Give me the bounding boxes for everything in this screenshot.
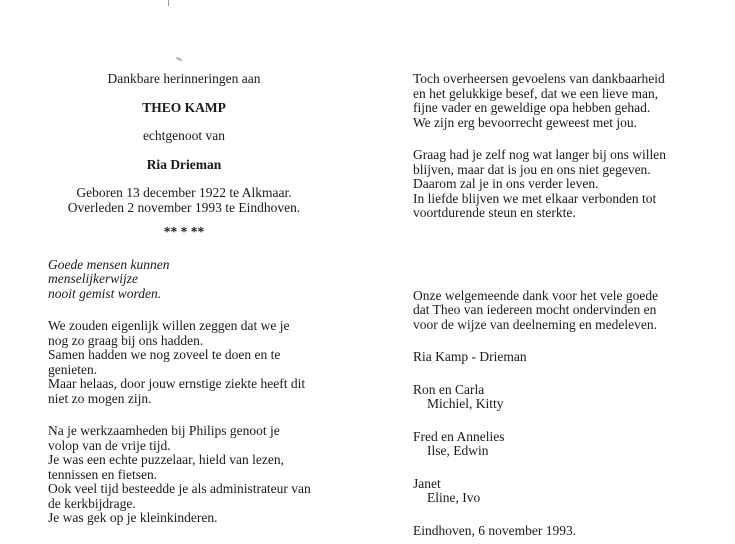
widow-name: Ria Kamp - Drieman [413,349,527,364]
family-children: Eline, Ivo [427,490,481,505]
poem-line: menselijkerwijze [48,271,138,286]
text-line: In liefde blijven we met elkaar verbonden tot [413,190,657,206]
family-parents: Janet [413,475,441,491]
text-line: We zijn erg bevoorrecht geweest met jou. [413,114,637,130]
text-line: nog zo graag bij ons hadden. [48,332,204,348]
right-column [413,72,713,538]
left-paragraph-2 [48,424,320,526]
left-paragraph-1 [48,319,320,406]
poem [48,258,320,302]
text-line: fijne vader en geweldige opa hebben gehad. [413,100,651,115]
star-divider: ** * ** [163,224,205,239]
family-children: Michiel, Kitty [427,396,504,411]
text-line: voor de wijze van deelneming en medeleven. [413,316,658,332]
text-line: Ook veel tijd besteedde je als administrateur van [48,481,311,496]
birth-line: Geboren 13 december 1922 te Alkmaar. [76,185,292,200]
scan-tick [176,57,182,62]
text-line: We zouden eigenlijk willen zeggen dat we je [48,318,290,333]
text-line: Graag had je zelf nog wat langer bij ons willen [413,147,667,162]
right-paragraph-1 [413,72,713,130]
text-line: Je was een echte puzzelaar, hield van lezen, [48,452,284,467]
text-line: dat Theo van iedereen mocht ondervinden en [413,302,657,317]
text-line: Onze welgemeende dank voor het vele goede [413,287,659,303]
spouse-name: Ria Drieman [146,156,222,172]
family-signatures [413,350,713,506]
text-line: volop van de vrije tijd. [48,437,171,453]
death-line: Overleden 2 november 1993 te Eindhoven. [67,199,301,215]
text-line: Daarom zal je in ons verder leven. [413,176,599,191]
family-parents: Fred en Annelies [413,428,505,444]
text-line: Je was gek op je kleinkinderen. [48,510,218,525]
family-children: Ilse, Edwin [427,443,489,458]
text-line: tennissen en fietsen. [48,466,158,482]
scan-mark [168,0,169,6]
left-column [48,72,320,526]
spouse-label: echtgenoot van [142,128,226,143]
text-line: genieten. [48,361,98,377]
intro-line: Dankbare herinneringen aan [107,71,261,86]
text-line: Toch overheersen gevoelens van dankbaarheid [413,71,665,86]
text-line: Maar helaas, door jouw ernstige ziekte heeft dit [48,376,306,391]
text-line: blijven, maar dat is jou en ons niet gegeven. [413,161,651,177]
poem-line: nooit gemist worden. [48,285,162,301]
place-date: Eindhoven, 6 november 1993. [413,522,577,538]
poem-line: Goede mensen kunnen [48,256,170,272]
text-line: de kerkbijdrage. [48,495,136,511]
family-parents: Ron en Carla [413,381,485,397]
text-line: voortdurende steun en sterkte. [413,205,576,220]
text-line: en het gelukkige besef, dat we een lieve man, [413,85,659,101]
text-line: niet zo mogen zijn. [48,390,152,406]
memorial-header [48,72,320,240]
thanks-paragraph [413,289,713,333]
right-paragraph-2 [413,148,713,221]
text-line: Samen hadden we nog zoveel te doen en te [48,347,281,362]
deceased-name: THEO KAMP [142,99,226,115]
text-line: Na je werkzaamheden bij Philips genoot je [48,423,280,438]
